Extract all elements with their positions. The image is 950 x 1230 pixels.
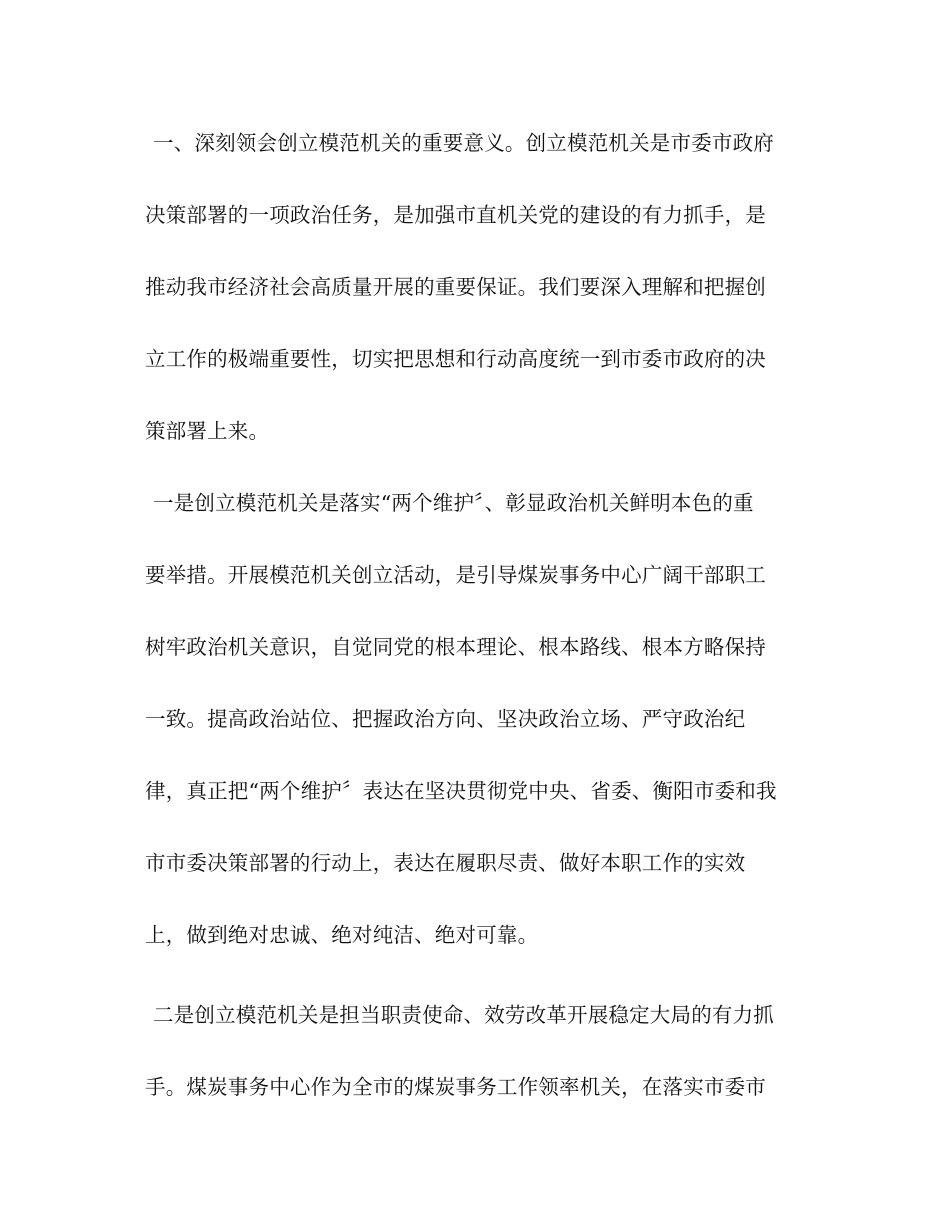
paragraph-1-line-1: 一、深刻领会创立模范机关的重要意义。创立模范机关是市委市政府 — [153, 131, 774, 155]
paragraph-1-line-2: 决策部署的一项政治任务，是加强市直机关党的建设的有力抓手，是 — [145, 203, 766, 227]
paragraph-3-line-1: 二是创立模范机关是担当职责使命、效劳改革开展稳定大局的有力抓 — [153, 1003, 774, 1027]
paragraph-2-line-5: 律，真正把“两个维护〞表达在坚决贯彻党中央、省委、衡阳市委和我 — [145, 779, 777, 803]
paragraph-1-line-5: 策部署上来。 — [145, 419, 270, 443]
paragraph-1-line-3: 推动我市经济社会高质量开展的重要保证。我们要深入理解和把握创 — [145, 275, 766, 299]
paragraph-2-line-2: 要举措。开展模范机关创立活动，是引导煤炭事务中心广阔干部职工 — [145, 563, 766, 587]
paragraph-1-line-4: 立工作的极端重要性，切实把思想和行动高度统一到市委市政府的决 — [145, 347, 766, 371]
paragraph-2-line-3: 树牢政治机关意识，自觉同党的根本理论、根本路线、根本方略保持 — [145, 635, 766, 659]
paragraph-2-line-6: 市市委决策部署的行动上，表达在履职尽责、做好本职工作的实效 — [145, 851, 746, 875]
paragraph-2-line-1: 一是创立模范机关是落实“两个维护〞、彰显政治机关鲜明本色的重 — [153, 491, 754, 515]
paragraph-2-line-7: 上，做到绝对忠诚、绝对纯洁、绝对可靠。 — [145, 923, 539, 947]
paragraph-2-line-4: 一致。提高政治站位、把握政治方向、坚决政治立场、严守政治纪 — [145, 707, 746, 731]
paragraph-3-line-2: 手。煤炭事务中心作为全市的煤炭事务工作领率机关，在落实市委市 — [145, 1075, 766, 1099]
